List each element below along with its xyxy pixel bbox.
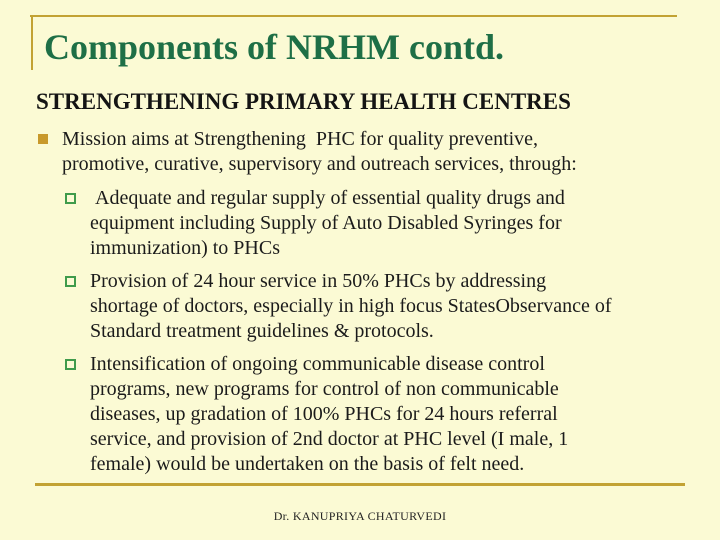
bullet-line: diseases, up gradation of 100% PHCs for 24 hours referral <box>90 403 558 425</box>
bullet-line: Intensification of ongoing communicable disease control <box>90 353 545 375</box>
bullet-line: immunization) to PHCs <box>90 237 280 259</box>
bullet-line: Standard treatment guidelines & protocols. <box>90 320 434 342</box>
subbullet-square-icon <box>65 276 76 287</box>
sub-bullet-item <box>36 352 704 477</box>
footer-rule <box>35 483 685 486</box>
bullet-line: service, and provision of 2nd doctor at PHC level (I male, 1 <box>90 428 569 450</box>
bullet-line: promotive, curative, supervisory and outreach services, through: <box>62 153 577 175</box>
footer-credit: Dr. KANUPRIYA CHATURVEDI <box>273 509 447 523</box>
bullet-line: shortage of doctors, especially in high focus StatesObservance of <box>90 295 612 317</box>
slide-title: Components of NRHM contd. <box>44 27 505 67</box>
bullet-square-icon <box>38 134 48 144</box>
subbullet-square-icon <box>65 193 76 204</box>
bullet-line: programs, new programs for control of non communicable <box>90 378 559 400</box>
section-heading: STRENGTHENING PRIMARY HEALTH CENTRES <box>36 89 571 114</box>
bullet-line: equipment including Supply of Auto Disabled Syringes for <box>90 212 562 234</box>
bullet-line: Provision of 24 hour service in 50% PHCs by addressing <box>90 270 547 292</box>
bullet-line: female) would be undertaken on the basis of felt need. <box>90 453 525 475</box>
subbullet-square-icon <box>65 359 76 370</box>
title-left-rule <box>31 15 33 70</box>
title-top-rule <box>30 15 677 17</box>
bullet-item <box>36 127 704 177</box>
sub-bullet-item <box>36 186 704 261</box>
sub-bullet-item <box>36 269 704 344</box>
bullet-line: Adequate and regular supply of essential quality drugs and <box>90 187 565 209</box>
bullet-line: Mission aims at Strengthening PHC for quality preventive, <box>62 128 539 150</box>
slide-body <box>36 88 704 485</box>
